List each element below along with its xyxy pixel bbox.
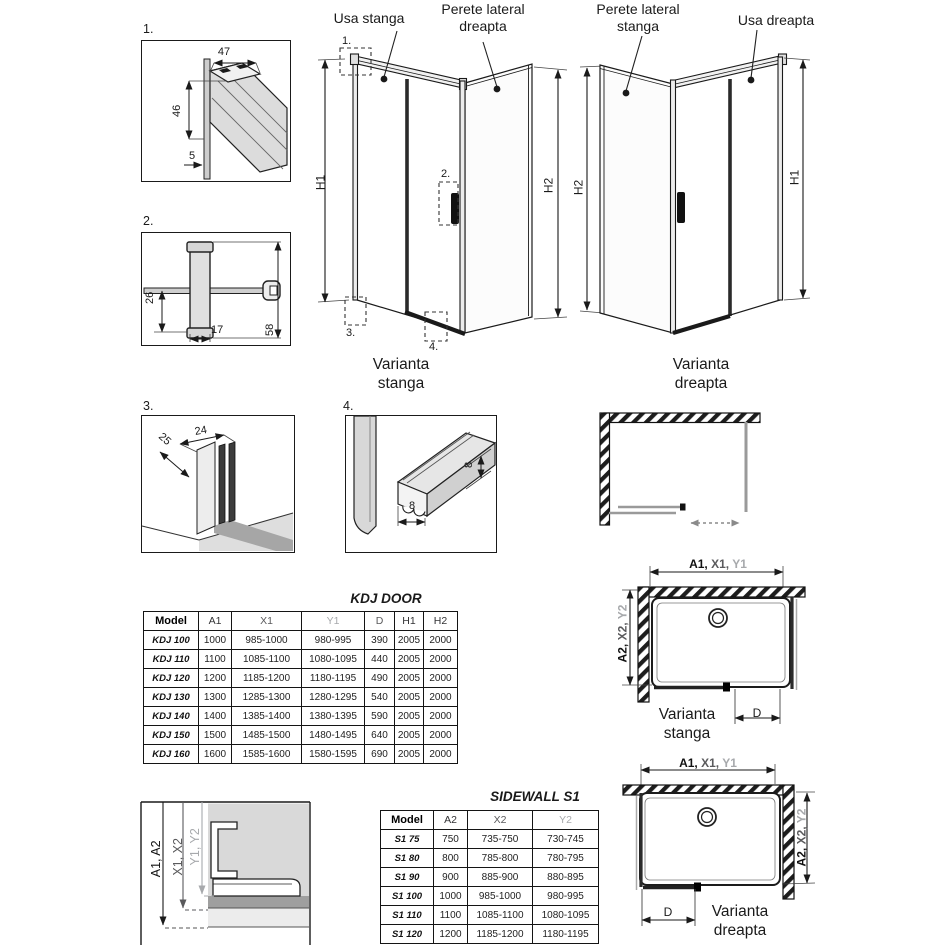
caption-line1: Varianta <box>711 903 769 920</box>
value-cell: 2000 <box>424 745 458 764</box>
caption-line2: dreapta <box>713 922 767 939</box>
value-cell: 1185-1200 <box>232 669 302 688</box>
leader-dot-wall <box>494 86 501 93</box>
column-header: Y1 <box>302 612 365 631</box>
hatched-wall-top <box>643 587 805 597</box>
value-cell: 1085-1100 <box>232 650 302 669</box>
detail-1-drawing-profile-corner <box>142 41 289 180</box>
value-cell: 730-745 <box>533 830 599 849</box>
plan-left-side-dimension <box>616 599 631 669</box>
value-cell: 1180-1195 <box>533 925 599 944</box>
wall-detail-label-a: A1, A2 <box>149 840 164 878</box>
table-row <box>144 745 458 764</box>
value-cell: 1080-1095 <box>533 906 599 925</box>
left-view-caption <box>357 355 445 393</box>
value-cell: 2005 <box>395 707 424 726</box>
hatched-wall-top <box>604 413 760 423</box>
dim-y2: Y2 <box>615 604 630 620</box>
table-row <box>381 887 599 906</box>
value-cell: 1085-1100 <box>468 906 533 925</box>
detail-2-dim-b: 17 <box>211 324 224 336</box>
value-cell: 885-900 <box>468 868 533 887</box>
model-cell: S1 120 <box>381 925 434 944</box>
model-cell: KDJ 110 <box>144 650 199 669</box>
value-cell: 1200 <box>199 669 232 688</box>
value-cell: 800 <box>434 849 468 868</box>
detail-4-dim-a: 8 <box>463 461 476 468</box>
value-cell: 1080-1095 <box>302 650 365 669</box>
value-cell: 900 <box>434 868 468 887</box>
value-cell: 2000 <box>424 707 458 726</box>
leader-dot-door <box>748 77 755 84</box>
glass-edge-band <box>208 896 309 908</box>
value-cell: 2005 <box>395 631 424 650</box>
wall-label-line1: Perete lateral <box>596 1 680 17</box>
hatched-wall-right <box>783 785 794 899</box>
column-header: X1 <box>232 612 302 631</box>
detail-4-number: 4. <box>343 399 354 413</box>
value-cell: 1185-1200 <box>468 925 533 944</box>
column-header: A2 <box>434 811 468 830</box>
value-cell: 980-995 <box>302 631 365 650</box>
model-cell: KDJ 120 <box>144 669 199 688</box>
caption-line2: stanga <box>663 725 711 742</box>
value-cell: 1380-1395 <box>302 707 365 726</box>
dim-x1: X1, <box>711 557 730 571</box>
column-header: Y2 <box>533 811 599 830</box>
column-header: Model <box>381 811 434 830</box>
plan-right-top-dimension <box>643 756 773 771</box>
column-header: H2 <box>424 612 458 631</box>
value-cell: 1300 <box>199 688 232 707</box>
plan-right-dim-d: D <box>663 905 673 919</box>
dim-x1: X1, <box>701 756 720 770</box>
value-cell: 985-1000 <box>232 631 302 650</box>
left-view-wall-label <box>431 1 535 35</box>
plan-left-top-dimension <box>652 557 784 572</box>
side-wall-panel <box>465 64 532 333</box>
door-handle <box>677 192 685 223</box>
right-view-dim-h1: H1 <box>787 169 802 186</box>
table-row <box>144 631 458 650</box>
plan-left-caption <box>647 705 727 743</box>
dim-x2: X2, <box>794 826 809 845</box>
model-cell: KDJ 150 <box>144 726 199 745</box>
leader-dot-door <box>381 76 388 83</box>
header-row <box>144 612 458 631</box>
wall-label-line2: stanga <box>616 18 660 34</box>
value-cell: 2005 <box>395 745 424 764</box>
value-cell: 2005 <box>395 650 424 669</box>
value-cell: 2005 <box>395 688 424 707</box>
column-header: H1 <box>395 612 424 631</box>
model-cell: KDJ 140 <box>144 707 199 726</box>
marker-1-label: 1. <box>342 35 352 47</box>
value-cell: 1285-1300 <box>232 688 302 707</box>
detail-1-dim-glass: 5 <box>188 150 196 162</box>
column-header: Model <box>144 612 199 631</box>
sidewall-s1-table <box>380 810 599 944</box>
right-view-door-label: Usa dreapta <box>737 12 815 28</box>
dim-a1: A1, <box>679 756 698 770</box>
table-row <box>381 925 599 944</box>
plan-right-caption <box>697 902 783 940</box>
detail-1-box <box>141 40 291 182</box>
model-cell: S1 80 <box>381 849 434 868</box>
detail-1-dim-width: 47 <box>217 46 231 58</box>
model-cell: KDJ 160 <box>144 745 199 764</box>
value-cell: 390 <box>365 631 395 650</box>
sliding-direction-plan-icon <box>596 406 768 538</box>
value-cell: 1480-1495 <box>302 726 365 745</box>
right-view-wall-label <box>588 1 688 35</box>
value-cell: 1485-1500 <box>232 726 302 745</box>
value-cell: 1585-1600 <box>232 745 302 764</box>
value-cell: 590 <box>365 707 395 726</box>
table-row <box>144 707 458 726</box>
detail-3-number: 3. <box>143 399 154 413</box>
dim-y1: Y1 <box>722 756 737 770</box>
table-row <box>381 830 599 849</box>
value-cell: 780-795 <box>533 849 599 868</box>
value-cell: 735-750 <box>468 830 533 849</box>
table-row <box>144 650 458 669</box>
caption-line1: Varianta <box>372 356 430 373</box>
marker-2-label: 2. <box>441 168 451 180</box>
value-cell: 490 <box>365 669 395 688</box>
value-cell: 2000 <box>424 631 458 650</box>
detail-3-dim-a: 25 <box>156 430 174 448</box>
left-view-door-label: Usa stanga <box>333 10 405 26</box>
detail-2-dim-a: 26 <box>144 291 157 304</box>
side-wall-panel <box>600 65 673 333</box>
right-view-caption <box>657 355 745 393</box>
leader-dot-wall <box>623 90 630 97</box>
left-view-dim-h1: H1 <box>313 174 328 191</box>
value-cell: 540 <box>365 688 395 707</box>
detail-4-dim-b: 8 <box>408 500 416 512</box>
right-view-dim-h2: H2 <box>571 179 586 196</box>
plan-right-side-dimension <box>795 803 810 873</box>
dim-x2: X2, <box>615 622 630 641</box>
value-cell: 2000 <box>424 688 458 707</box>
model-cell: S1 75 <box>381 830 434 849</box>
value-cell: 2000 <box>424 726 458 745</box>
value-cell: 985-1000 <box>468 887 533 906</box>
model-cell: S1 90 <box>381 868 434 887</box>
mount-bracket <box>213 879 300 896</box>
caption-line1: Varianta <box>672 356 730 373</box>
model-cell: KDJ 100 <box>144 631 199 650</box>
kdj-door-table <box>143 611 458 764</box>
table-row <box>144 688 458 707</box>
table-row <box>144 726 458 745</box>
value-cell: 750 <box>434 830 468 849</box>
value-cell: 880-895 <box>533 868 599 887</box>
value-cell: 1200 <box>434 925 468 944</box>
left-view-dim-h2: H2 <box>541 177 556 194</box>
wall-label-line2: dreapta <box>459 18 507 34</box>
plan-left-dim-d: D <box>752 706 762 720</box>
value-cell: 1600 <box>199 745 232 764</box>
sidewall-table-title: SIDEWALL S1 <box>490 789 580 804</box>
detail-2-number: 2. <box>143 214 154 228</box>
dim-a2: A2, <box>794 847 809 867</box>
value-cell: 1580-1595 <box>302 745 365 764</box>
value-cell: 1180-1195 <box>302 669 365 688</box>
handle-dot <box>680 504 686 511</box>
value-cell: 1000 <box>199 631 232 650</box>
column-header: X2 <box>468 811 533 830</box>
detail-3-dim-b: 24 <box>193 424 208 438</box>
caption-line2: stanga <box>377 375 425 392</box>
caption-line2: dreapta <box>674 375 728 392</box>
value-cell: 1500 <box>199 726 232 745</box>
model-cell: KDJ 130 <box>144 688 199 707</box>
table-row <box>381 868 599 887</box>
detail-2-dim-c: 58 <box>264 323 277 336</box>
value-cell: 980-995 <box>533 887 599 906</box>
column-header: D <box>365 612 395 631</box>
model-cell: S1 100 <box>381 887 434 906</box>
value-cell: 2005 <box>395 669 424 688</box>
marker-4-label: 4. <box>429 341 439 353</box>
value-cell: 2005 <box>395 726 424 745</box>
detail-4-drawing-bottom-profile <box>346 416 495 551</box>
header-row <box>381 811 599 830</box>
value-cell: 1100 <box>199 650 232 669</box>
model-cell: S1 110 <box>381 906 434 925</box>
detail-1-number: 1. <box>143 22 154 36</box>
dim-y2: Y2 <box>794 808 809 824</box>
detail-4-box <box>345 415 497 553</box>
table-row <box>381 849 599 868</box>
detail-1-dim-height: 46 <box>171 104 184 117</box>
wall-label-line1: Perete lateral <box>441 1 525 17</box>
value-cell: 640 <box>365 726 395 745</box>
dim-y1: Y1 <box>732 557 747 571</box>
value-cell: 1100 <box>434 906 468 925</box>
dim-a1: A1, <box>689 557 708 571</box>
handle-dot <box>723 683 730 692</box>
wall-detail-label-y: Y1, Y2 <box>188 828 203 866</box>
table-row <box>381 906 599 925</box>
table-row <box>144 669 458 688</box>
value-cell: 1400 <box>199 707 232 726</box>
value-cell: 785-800 <box>468 849 533 868</box>
dim-a2: A2, <box>615 643 630 663</box>
shower-tray <box>640 793 780 885</box>
caption-line1: Varianta <box>658 706 716 723</box>
hatched-wall-left <box>600 413 610 525</box>
value-cell: 1385-1400 <box>232 707 302 726</box>
kdj-table-title: KDJ DOOR <box>350 591 422 606</box>
value-cell: 690 <box>365 745 395 764</box>
value-cell: 1000 <box>434 887 468 906</box>
value-cell: 2000 <box>424 650 458 669</box>
wall-detail-label-x: X1, X2 <box>171 838 186 876</box>
value-cell: 440 <box>365 650 395 669</box>
marker-3-label: 3. <box>346 327 356 339</box>
value-cell: 2000 <box>424 669 458 688</box>
value-cell: 1280-1295 <box>302 688 365 707</box>
column-header: A1 <box>199 612 232 631</box>
